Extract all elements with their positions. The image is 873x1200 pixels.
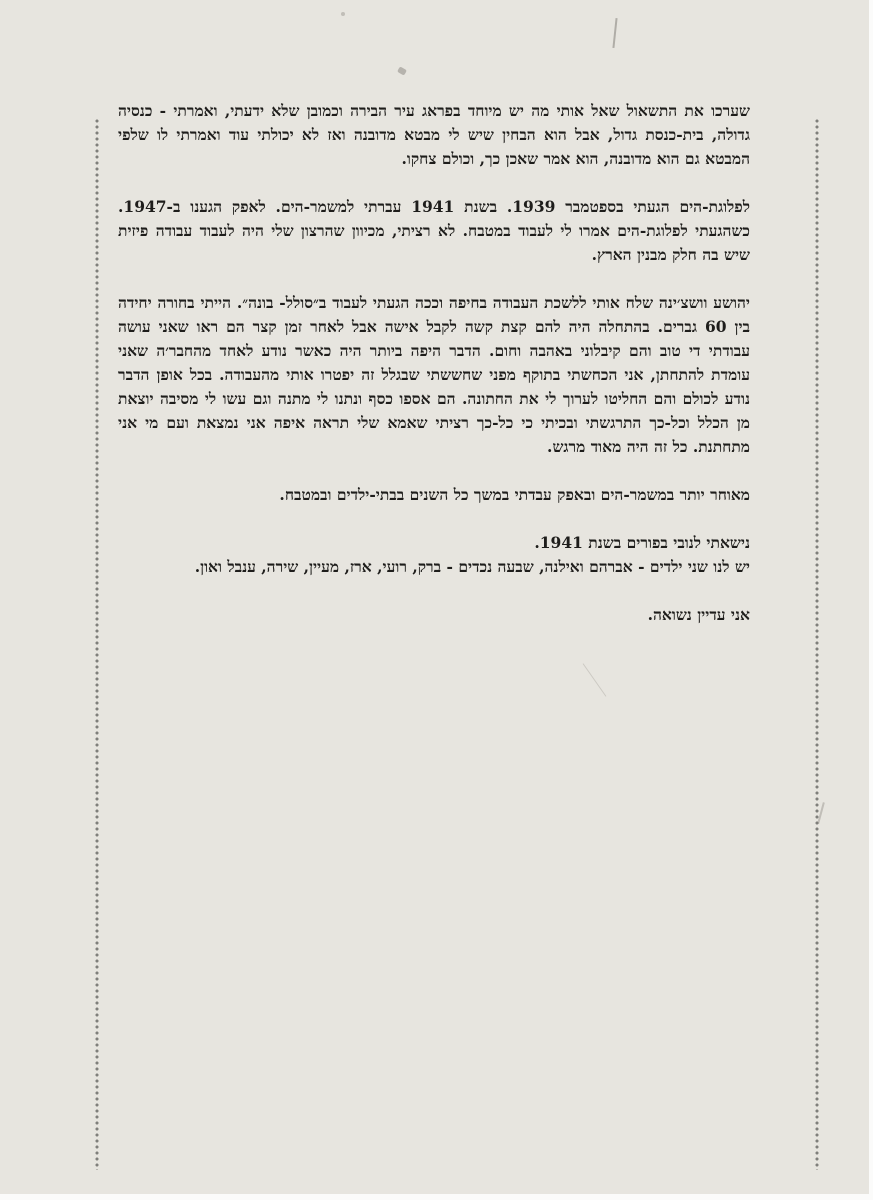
paper-scratch bbox=[583, 663, 607, 696]
paragraph-gap bbox=[118, 507, 750, 531]
decorative-border-left bbox=[94, 118, 100, 1170]
paragraph-sea-company: לפלוגת-הים הגעתי בספטמבר 1939. בשנת 1941 עברתי למשמר-הים. לאפק הגענו ב-1947. כשהגעתי לפלוגת-הים אמרו לי לעבוד במטבח. לא רציתי, מכיוון שהרצון שלי היה לעבוד עבודה פיזית שיש בה חלק מבנין הארץ. bbox=[118, 197, 750, 264]
document-body bbox=[118, 99, 750, 627]
paragraph-solel-boneh: יהושע וושצ׳ינה שלח אותי ללשכת העבודה בחיפה וככה הגעתי לעבוד ב״סולל- בונה״. הייתי בחורה יחידה בין 60 גברים. בהתחלה היה להם קצת קשה לקבל אישה אבל לאחר זמן קצר הם ראו שאני עושה עבודתי די טוב והם קיבלוני באהבה וחום. הדבר היפה ביותר היה כאשר נודע לאחד מהחבר׳ה שאני עומדת להתחתן, אני הכחשתי בתוקף מפני שחששתי שבגלל זה יפטרו אותי מהעבודה. בכל אופן הדבר נודע לכולם והם החליטו לערוך לי את החתונה. הם אספו כסף ונתנו לי מתנה וגם עשו לי מסיבה יוצאת מן הכלל וכל-כך התרגשתי ובכיתי כי כל-כך רציתי שאמא שלי תראה איפה אני נמצאת ועם מי אני מתחתנת. כל זה היה מאוד מרגש. bbox=[118, 293, 750, 456]
paragraph-gap bbox=[118, 459, 750, 483]
paragraph-later-work: מאוחר יותר במשמר-הים ובאפק עבדתי במשך כל השנים בבתי-ילדים ובמטבח. bbox=[279, 485, 750, 504]
paragraph-still-married: אני עדיין נשואה. bbox=[647, 605, 750, 624]
decorative-border-right bbox=[814, 118, 820, 1170]
paper-scratch bbox=[612, 18, 617, 48]
paragraph-family: יש לנו שני ילדים - אברהם ואילנה, שבעה נכדים - ברק, רועי, ארז, מעיין, שירה, ענבל ואון. bbox=[194, 557, 750, 576]
scan-edge-bottom bbox=[0, 1194, 873, 1200]
paragraph-gap bbox=[118, 579, 750, 603]
scan-edge-right bbox=[869, 0, 873, 1200]
paragraph-gap bbox=[118, 171, 750, 195]
paper-speck bbox=[341, 12, 345, 16]
paragraph-interrogation: שערכו את התשאול שאל אותי מה יש מיוחד בפראג עיר הבירה וכמובן שלא ידעתי, ואמרתי - כנסיה גדולה, בית-כנסת גדול, אבל הוא הבחין שיש לי מבטא מדובנה ואז לא יכולתי עוד ואמרתי לו שלפי המבטא גם הוא מדובנה, הוא אמר שאכן כך, וכולם צחקו. bbox=[118, 101, 750, 168]
paper-speck bbox=[397, 66, 407, 75]
paragraph-gap bbox=[118, 267, 750, 291]
paragraph-marriage: נישאתי לנובי בפורים בשנת 1941. bbox=[534, 533, 750, 552]
